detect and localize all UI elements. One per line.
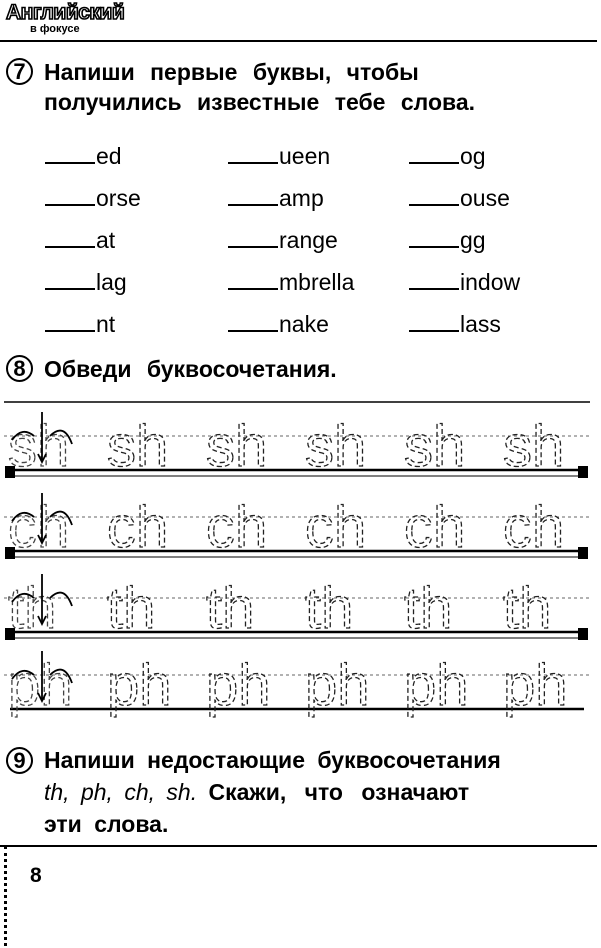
answer-blank[interactable] xyxy=(228,310,278,332)
tracing-row xyxy=(4,493,590,560)
word-ending: nt xyxy=(96,311,116,337)
answer-blank[interactable] xyxy=(409,142,459,164)
book-logo xyxy=(6,1,125,38)
word-ending: amp xyxy=(279,185,324,211)
task-9-digraphs: th, ph, ch, sh. xyxy=(44,779,198,805)
task-7-line-1: Напиши первые буквы, чтобы xyxy=(44,59,419,85)
answer-blank[interactable] xyxy=(228,268,278,290)
task-9-line-3: эти слова. xyxy=(44,811,169,837)
word-ending: nake xyxy=(279,311,329,337)
word-ending: at xyxy=(96,227,116,253)
word-ending: ouse xyxy=(460,185,510,211)
tracing-row xyxy=(4,412,590,479)
answer-blank[interactable] xyxy=(45,226,95,248)
answer-blank[interactable] xyxy=(45,268,95,290)
word-item xyxy=(409,268,520,296)
page-number: 8 xyxy=(30,864,42,887)
word-ending: orse xyxy=(96,185,141,211)
tracing-digraph[interactable]: th xyxy=(8,576,57,641)
word-ending: ueen xyxy=(279,143,331,169)
task-9-line-1: Напиши недостающие буквосочетания xyxy=(44,747,501,773)
tracing-digraph[interactable]: ph xyxy=(107,653,172,718)
word-ending: ed xyxy=(96,143,122,169)
task-7-number: 7 xyxy=(6,58,33,85)
tracing-digraph[interactable]: ch xyxy=(503,495,565,560)
tracing-digraph[interactable]: th xyxy=(503,576,552,641)
word-item xyxy=(228,142,330,170)
word-item xyxy=(45,268,127,296)
task-7-line-2: получились известные тебе слова. xyxy=(44,89,476,115)
footer-rule xyxy=(0,845,597,847)
word-item xyxy=(409,142,486,170)
tracing-digraph[interactable]: th xyxy=(404,576,453,641)
tracing-digraph[interactable]: ch xyxy=(107,495,169,560)
tracing-digraph[interactable]: ph xyxy=(206,653,271,718)
answer-blank[interactable] xyxy=(409,310,459,332)
tracing-digraph[interactable]: sh xyxy=(404,414,466,479)
word-item xyxy=(409,310,501,338)
word-item xyxy=(228,184,324,212)
answer-blank[interactable] xyxy=(228,226,278,248)
tracing-digraph[interactable]: th xyxy=(305,576,354,641)
word-ending: lass xyxy=(460,311,501,337)
tracing-digraph[interactable]: sh xyxy=(503,414,565,479)
word-ending: gg xyxy=(460,227,486,253)
word-item xyxy=(45,226,115,254)
word-ending: mbrella xyxy=(279,269,355,295)
word-ending: lag xyxy=(96,269,127,295)
tracing-digraph[interactable]: sh xyxy=(305,414,367,479)
tracing-digraph[interactable]: sh xyxy=(107,414,169,479)
line-end-square xyxy=(578,547,588,559)
word-item xyxy=(409,184,510,212)
word-item xyxy=(45,142,122,170)
logo-title: Английский xyxy=(6,1,125,24)
tracing-digraph[interactable]: ph xyxy=(503,653,568,718)
tracing-digraph[interactable]: ch xyxy=(404,495,466,560)
tracing-digraph[interactable]: ph xyxy=(305,653,370,718)
answer-blank[interactable] xyxy=(409,184,459,206)
answer-blank[interactable] xyxy=(409,268,459,290)
tracing-digraph[interactable]: sh xyxy=(206,414,268,479)
task-8-number: 8 xyxy=(6,355,33,382)
word-item xyxy=(228,226,338,254)
line-end-square xyxy=(578,628,588,640)
tracing-digraph[interactable]: sh xyxy=(8,414,70,479)
margin-dots xyxy=(4,846,7,946)
word-item xyxy=(45,184,141,212)
task-9-number: 9 xyxy=(6,747,33,774)
tracing-digraph[interactable]: ch xyxy=(206,495,268,560)
logo-subtitle: в фокусе xyxy=(30,23,80,35)
tracing-area xyxy=(0,396,601,726)
tracing-row xyxy=(4,651,590,726)
tracing-digraph[interactable]: th xyxy=(206,576,255,641)
word-ending: range xyxy=(279,227,338,253)
answer-blank[interactable] xyxy=(228,184,278,206)
word-ending: indow xyxy=(460,269,521,295)
word-item xyxy=(45,310,115,338)
task-9-line-2 xyxy=(44,778,469,806)
tracing-digraph[interactable]: th xyxy=(107,576,156,641)
word-item xyxy=(228,268,354,296)
tracing-digraph[interactable]: ch xyxy=(305,495,367,560)
task-9-instruction: Скажи, что означают xyxy=(208,779,470,805)
tracing-digraph[interactable]: ch xyxy=(8,495,70,560)
header-rule xyxy=(0,40,597,42)
word-item xyxy=(228,310,329,338)
tracing-row xyxy=(4,574,590,641)
answer-blank[interactable] xyxy=(45,310,95,332)
answer-blank[interactable] xyxy=(409,226,459,248)
word-item xyxy=(409,226,486,254)
answer-blank[interactable] xyxy=(45,142,95,164)
answer-blank[interactable] xyxy=(45,184,95,206)
task-8-title: Обведи буквосочетания. xyxy=(44,356,337,382)
line-end-square xyxy=(578,466,588,478)
word-ending: og xyxy=(460,143,486,169)
tracing-digraph[interactable]: ph xyxy=(404,653,469,718)
tracing-digraph[interactable]: ph xyxy=(8,653,73,718)
answer-blank[interactable] xyxy=(228,142,278,164)
